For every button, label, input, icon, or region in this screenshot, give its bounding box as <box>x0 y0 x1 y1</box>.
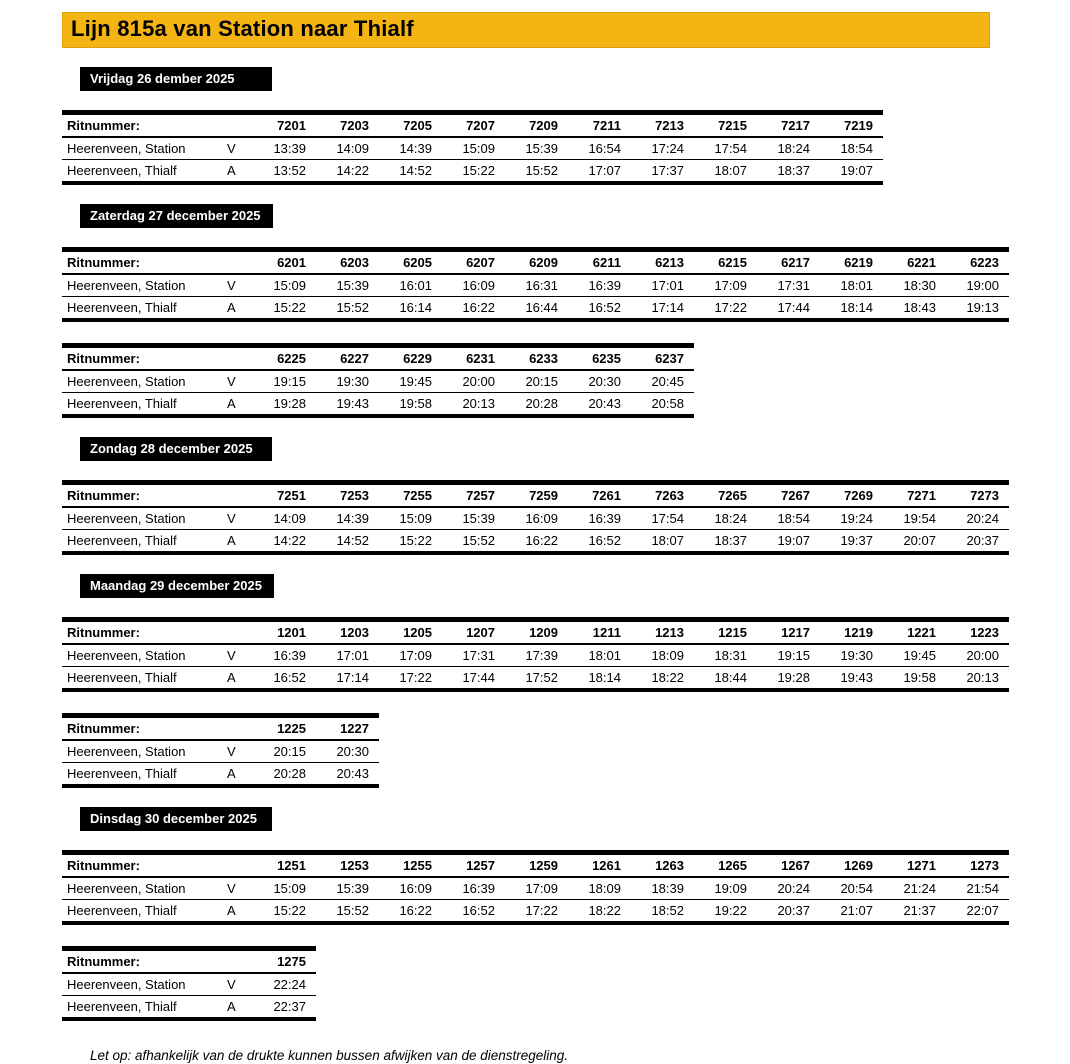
va-header-cell <box>227 113 253 138</box>
ritnummer-header-label: Ritnummer: <box>62 949 227 974</box>
arrival-time-cell: 19:22 <box>714 902 747 918</box>
thialf-label: Heerenveen, Thialf <box>67 902 177 918</box>
date-badge: Zaterdag 27 december 2025 <box>80 204 273 228</box>
ritnummer-cell: 6231 <box>442 346 505 371</box>
arrival-time-cell: 16:14 <box>399 299 432 315</box>
ritnummer-cell: 6227 <box>316 346 379 371</box>
thialf-label: Heerenveen, Thialf <box>67 162 177 178</box>
ritnummer-cell: 7263 <box>631 483 694 508</box>
arrival-time-cell: 17:37 <box>651 162 684 178</box>
arrival-time-cell: 18:52 <box>651 902 684 918</box>
thialf-label: Heerenveen, Thialf <box>67 395 177 411</box>
va-header-cell <box>227 250 253 275</box>
ritnummer-cell: 1225 <box>253 716 316 741</box>
departure-time-cell: 19:15 <box>253 370 316 393</box>
arrival-time-cell: 17:14 <box>336 669 369 685</box>
departure-time-cell: 16:01 <box>379 274 442 297</box>
departure-time-cell: 18:30 <box>883 274 946 297</box>
arrival-time-cell: 18:07 <box>651 532 684 548</box>
timetable <box>62 946 316 1021</box>
departure-time-cell: 15:09 <box>379 507 442 530</box>
ritnummer-header-row <box>62 716 379 741</box>
departure-time-cell: 20:30 <box>568 370 631 393</box>
station-label: Heerenveen, Station <box>62 507 227 530</box>
departure-time-cell: 14:39 <box>316 507 379 530</box>
ritnummer-cell: 7267 <box>757 483 820 508</box>
ritnummer-header-row <box>62 620 1009 645</box>
thialf-row <box>62 667 1009 691</box>
arrival-marker: A <box>227 765 236 781</box>
timetable <box>62 713 379 788</box>
timetable <box>62 480 1009 555</box>
arrival-time-cell: 20:58 <box>651 395 684 411</box>
thialf-label: Heerenveen, Thialf <box>67 765 177 781</box>
station-label: Heerenveen, Station <box>62 973 227 996</box>
timetable <box>62 343 694 418</box>
va-header-cell <box>227 716 253 741</box>
arrival-time-cell: 19:28 <box>777 669 810 685</box>
ritnummer-cell: 7265 <box>694 483 757 508</box>
arrival-time-cell: 21:37 <box>903 902 936 918</box>
arrival-time-cell: 18:14 <box>588 669 621 685</box>
departure-time-cell: 18:24 <box>757 137 820 160</box>
ritnummer-cell: 6235 <box>568 346 631 371</box>
thialf-row <box>62 297 1009 321</box>
ritnummer-cell: 7211 <box>568 113 631 138</box>
thialf-row <box>62 763 379 787</box>
ritnummer-cell: 1221 <box>883 620 946 645</box>
departure-time-cell: 21:54 <box>946 877 1009 900</box>
ritnummer-cell: 1203 <box>316 620 379 645</box>
date-badge: Maandag 29 december 2025 <box>80 574 274 598</box>
station-row <box>62 274 1009 297</box>
departure-time-cell: 18:01 <box>568 644 631 667</box>
ritnummer-cell: 6207 <box>442 250 505 275</box>
departure-time-cell: 18:01 <box>820 274 883 297</box>
arrival-time-cell: 16:52 <box>588 532 621 548</box>
ritnummer-header-label: Ritnummer: <box>62 483 227 508</box>
departure-time-cell: 17:54 <box>694 137 757 160</box>
ritnummer-cell: 7213 <box>631 113 694 138</box>
arrival-time-cell: 16:44 <box>525 299 558 315</box>
ritnummer-cell: 7259 <box>505 483 568 508</box>
thialf-label: Heerenveen, Thialf <box>67 532 177 548</box>
arrival-time-cell: 17:07 <box>588 162 621 178</box>
ritnummer-cell: 7215 <box>694 113 757 138</box>
arrival-marker: A <box>227 299 236 315</box>
departure-time-cell: 17:31 <box>442 644 505 667</box>
arrival-time-cell: 17:14 <box>651 299 684 315</box>
departure-time-cell: 19:45 <box>379 370 442 393</box>
ritnummer-header-row <box>62 853 1009 878</box>
arrival-time-cell: 15:52 <box>336 902 369 918</box>
departure-time-cell: 20:45 <box>631 370 694 393</box>
station-row <box>62 973 316 996</box>
ritnummer-cell: 1257 <box>442 853 505 878</box>
arrival-time-cell: 17:22 <box>714 299 747 315</box>
arrival-time-cell: 18:22 <box>588 902 621 918</box>
departure-time-cell: 17:09 <box>379 644 442 667</box>
ritnummer-header-row <box>62 483 1009 508</box>
departure-time-cell: 18:39 <box>631 877 694 900</box>
ritnummer-cell: 6223 <box>946 250 1009 275</box>
departure-time-cell: 14:09 <box>316 137 379 160</box>
departure-time-cell: 20:00 <box>442 370 505 393</box>
departure-time-cell: 17:09 <box>505 877 568 900</box>
departure-time-cell: 20:15 <box>505 370 568 393</box>
departure-marker: V <box>227 274 253 297</box>
arrival-time-cell: 19:58 <box>399 395 432 411</box>
arrival-time-cell: 15:22 <box>273 299 306 315</box>
departure-time-cell: 17:24 <box>631 137 694 160</box>
departure-marker: V <box>227 740 253 763</box>
arrival-time-cell: 16:22 <box>462 299 495 315</box>
ritnummer-header-row <box>62 949 316 974</box>
ritnummer-cell: 6221 <box>883 250 946 275</box>
ritnummer-cell: 6205 <box>379 250 442 275</box>
departure-time-cell: 17:09 <box>694 274 757 297</box>
timetable-section <box>62 185 1070 418</box>
arrival-time-cell: 19:13 <box>966 299 999 315</box>
arrival-time-cell: 18:14 <box>840 299 873 315</box>
ritnummer-cell: 7219 <box>820 113 883 138</box>
arrival-marker: A <box>227 669 236 685</box>
ritnummer-cell: 6201 <box>253 250 316 275</box>
ritnummer-cell: 1219 <box>820 620 883 645</box>
ritnummer-cell: 6225 <box>253 346 316 371</box>
arrival-time-cell: 16:52 <box>273 669 306 685</box>
ritnummer-cell: 6213 <box>631 250 694 275</box>
departure-time-cell: 18:09 <box>631 644 694 667</box>
ritnummer-cell: 6217 <box>757 250 820 275</box>
ritnummer-header-row <box>62 346 694 371</box>
departure-time-cell: 16:09 <box>505 507 568 530</box>
ritnummer-cell: 7217 <box>757 113 820 138</box>
ritnummer-cell: 7251 <box>253 483 316 508</box>
ritnummer-cell: 1213 <box>631 620 694 645</box>
departure-time-cell: 18:54 <box>820 137 883 160</box>
timetable <box>62 617 1009 692</box>
departure-time-cell: 16:39 <box>568 507 631 530</box>
station-row <box>62 370 694 393</box>
page-title: Lijn 815a van Station naar Thialf <box>71 16 414 41</box>
arrival-time-cell: 15:22 <box>462 162 495 178</box>
departure-time-cell: 18:09 <box>568 877 631 900</box>
station-label: Heerenveen, Station <box>62 644 227 667</box>
arrival-time-cell: 20:28 <box>273 765 306 781</box>
ritnummer-cell: 1217 <box>757 620 820 645</box>
ritnummer-cell: 1223 <box>946 620 1009 645</box>
arrival-time-cell: 21:07 <box>840 902 873 918</box>
arrival-time-cell: 16:52 <box>588 299 621 315</box>
timetable-section <box>62 555 1070 788</box>
arrival-time-cell: 20:13 <box>966 669 999 685</box>
departure-time-cell: 20:00 <box>946 644 1009 667</box>
departure-time-cell: 15:39 <box>442 507 505 530</box>
arrival-time-cell: 14:22 <box>336 162 369 178</box>
departure-time-cell: 16:39 <box>568 274 631 297</box>
thialf-label: Heerenveen, Thialf <box>67 998 177 1014</box>
ritnummer-cell: 1271 <box>883 853 946 878</box>
departure-time-cell: 19:15 <box>757 644 820 667</box>
departure-time-cell: 16:54 <box>568 137 631 160</box>
ritnummer-header-label: Ritnummer: <box>62 853 227 878</box>
date-badge: Zondag 28 december 2025 <box>80 437 272 461</box>
ritnummer-cell: 1255 <box>379 853 442 878</box>
ritnummer-cell: 1215 <box>694 620 757 645</box>
ritnummer-cell: 7255 <box>379 483 442 508</box>
station-label: Heerenveen, Station <box>62 877 227 900</box>
departure-time-cell: 16:39 <box>253 644 316 667</box>
va-header-cell <box>227 483 253 508</box>
arrival-time-cell: 20:43 <box>588 395 621 411</box>
departure-marker: V <box>227 877 253 900</box>
arrival-time-cell: 20:13 <box>462 395 495 411</box>
date-badge: Vrijdag 26 dember 2025 <box>80 67 272 91</box>
departure-time-cell: 19:54 <box>883 507 946 530</box>
arrival-marker: A <box>227 902 236 918</box>
page-title-bar <box>62 12 990 48</box>
ritnummer-cell: 6215 <box>694 250 757 275</box>
departure-time-cell: 15:09 <box>253 274 316 297</box>
departure-time-cell: 17:31 <box>757 274 820 297</box>
arrival-time-cell: 15:52 <box>462 532 495 548</box>
ritnummer-cell: 7271 <box>883 483 946 508</box>
departure-time-cell: 15:09 <box>253 877 316 900</box>
va-header-cell <box>227 346 253 371</box>
departure-marker: V <box>227 507 253 530</box>
ritnummer-cell: 7201 <box>253 113 316 138</box>
departure-time-cell: 18:24 <box>694 507 757 530</box>
departure-time-cell: 14:09 <box>253 507 316 530</box>
departure-time-cell: 20:24 <box>757 877 820 900</box>
arrival-marker: A <box>227 532 236 548</box>
arrival-time-cell: 18:44 <box>714 669 747 685</box>
arrival-time-cell: 14:52 <box>399 162 432 178</box>
footer-note: Let op: afhankelijk van de drukte kunnen bussen afwijken van de dienstregeling. <box>90 1048 569 1063</box>
va-header-cell <box>227 620 253 645</box>
departure-time-cell: 16:31 <box>505 274 568 297</box>
ritnummer-cell: 1273 <box>946 853 1009 878</box>
arrival-time-cell: 14:52 <box>336 532 369 548</box>
ritnummer-cell: 1209 <box>505 620 568 645</box>
departure-time-cell: 19:45 <box>883 644 946 667</box>
ritnummer-cell: 1251 <box>253 853 316 878</box>
arrival-time-cell: 20:28 <box>525 395 558 411</box>
station-row <box>62 507 1009 530</box>
thialf-row <box>62 996 316 1020</box>
arrival-time-cell: 15:52 <box>336 299 369 315</box>
departure-time-cell: 18:54 <box>757 507 820 530</box>
arrival-time-cell: 19:28 <box>273 395 306 411</box>
timetable-sections <box>62 48 1070 1021</box>
station-row <box>62 877 1009 900</box>
ritnummer-cell: 1207 <box>442 620 505 645</box>
departure-marker: V <box>227 644 253 667</box>
ritnummer-cell: 7209 <box>505 113 568 138</box>
ritnummer-header-label: Ritnummer: <box>62 716 227 741</box>
ritnummer-cell: 6233 <box>505 346 568 371</box>
thialf-row <box>62 900 1009 924</box>
departure-time-cell: 19:30 <box>316 370 379 393</box>
thialf-row <box>62 160 883 184</box>
ritnummer-cell: 1253 <box>316 853 379 878</box>
arrival-time-cell: 15:52 <box>525 162 558 178</box>
arrival-time-cell: 20:07 <box>903 532 936 548</box>
arrival-time-cell: 16:22 <box>399 902 432 918</box>
station-label: Heerenveen, Station <box>62 740 227 763</box>
ritnummer-cell: 6229 <box>379 346 442 371</box>
arrival-time-cell: 16:52 <box>462 902 495 918</box>
station-row <box>62 644 1009 667</box>
station-label: Heerenveen, Station <box>62 370 227 393</box>
departure-time-cell: 14:39 <box>379 137 442 160</box>
va-header-cell <box>227 853 253 878</box>
timetable <box>62 850 1009 925</box>
thialf-row <box>62 393 694 417</box>
ritnummer-cell: 1263 <box>631 853 694 878</box>
arrival-time-cell: 15:22 <box>399 532 432 548</box>
arrival-time-cell: 17:44 <box>777 299 810 315</box>
station-row <box>62 137 883 160</box>
arrival-time-cell: 22:07 <box>966 902 999 918</box>
departure-time-cell: 18:31 <box>694 644 757 667</box>
arrival-time-cell: 16:22 <box>525 532 558 548</box>
departure-time-cell: 19:00 <box>946 274 1009 297</box>
ritnummer-header-label: Ritnummer: <box>62 620 227 645</box>
station-row <box>62 740 379 763</box>
departure-time-cell: 16:39 <box>442 877 505 900</box>
departure-time-cell: 17:01 <box>316 644 379 667</box>
ritnummer-cell: 7253 <box>316 483 379 508</box>
ritnummer-cell: 6209 <box>505 250 568 275</box>
departure-marker: V <box>227 370 253 393</box>
departure-time-cell: 20:54 <box>820 877 883 900</box>
ritnummer-cell: 1267 <box>757 853 820 878</box>
ritnummer-cell: 7273 <box>946 483 1009 508</box>
arrival-time-cell: 14:22 <box>273 532 306 548</box>
ritnummer-cell: 6203 <box>316 250 379 275</box>
departure-time-cell: 20:15 <box>253 740 316 763</box>
ritnummer-cell: 6211 <box>568 250 631 275</box>
arrival-time-cell: 18:37 <box>777 162 810 178</box>
ritnummer-header-row <box>62 250 1009 275</box>
departure-time-cell: 15:39 <box>316 877 379 900</box>
departure-time-cell: 17:01 <box>631 274 694 297</box>
ritnummer-cell: 6219 <box>820 250 883 275</box>
arrival-time-cell: 20:43 <box>336 765 369 781</box>
arrival-time-cell: 20:37 <box>966 532 999 548</box>
ritnummer-header-label: Ritnummer: <box>62 113 227 138</box>
va-header-cell <box>227 949 253 974</box>
ritnummer-cell: 1275 <box>253 949 316 974</box>
ritnummer-cell: 7257 <box>442 483 505 508</box>
departure-time-cell: 20:30 <box>316 740 379 763</box>
arrival-time-cell: 20:37 <box>777 902 810 918</box>
ritnummer-cell: 7203 <box>316 113 379 138</box>
ritnummer-cell: 1261 <box>568 853 631 878</box>
arrival-time-cell: 22:37 <box>273 998 306 1014</box>
arrival-time-cell: 19:58 <box>903 669 936 685</box>
departure-time-cell: 15:39 <box>505 137 568 160</box>
departure-time-cell: 19:09 <box>694 877 757 900</box>
timetable-section <box>62 48 1070 185</box>
arrival-time-cell: 18:37 <box>714 532 747 548</box>
station-label: Heerenveen, Station <box>62 137 227 160</box>
departure-marker: V <box>227 137 253 160</box>
arrival-marker: A <box>227 998 236 1014</box>
arrival-time-cell: 18:22 <box>651 669 684 685</box>
arrival-time-cell: 19:43 <box>840 669 873 685</box>
ritnummer-cell: 1265 <box>694 853 757 878</box>
ritnummer-header-label: Ritnummer: <box>62 346 227 371</box>
ritnummer-cell: 1227 <box>316 716 379 741</box>
arrival-time-cell: 19:07 <box>840 162 873 178</box>
departure-time-cell: 20:24 <box>946 507 1009 530</box>
ritnummer-cell: 7261 <box>568 483 631 508</box>
departure-time-cell: 21:24 <box>883 877 946 900</box>
ritnummer-cell: 7207 <box>442 113 505 138</box>
arrival-time-cell: 17:22 <box>399 669 432 685</box>
ritnummer-cell: 7205 <box>379 113 442 138</box>
arrival-time-cell: 17:22 <box>525 902 558 918</box>
thialf-row <box>62 530 1009 554</box>
ritnummer-cell: 1205 <box>379 620 442 645</box>
arrival-time-cell: 17:52 <box>525 669 558 685</box>
date-badge: Dinsdag 30 december 2025 <box>80 807 272 831</box>
ritnummer-cell: 1201 <box>253 620 316 645</box>
arrival-time-cell: 13:52 <box>273 162 306 178</box>
ritnummer-cell: 1211 <box>568 620 631 645</box>
ritnummer-header-label: Ritnummer: <box>62 250 227 275</box>
arrival-time-cell: 19:07 <box>777 532 810 548</box>
timetable <box>62 110 883 185</box>
departure-time-cell: 16:09 <box>442 274 505 297</box>
arrival-time-cell: 19:43 <box>336 395 369 411</box>
ritnummer-cell: 1269 <box>820 853 883 878</box>
arrival-marker: A <box>227 395 236 411</box>
arrival-marker: A <box>227 162 236 178</box>
arrival-time-cell: 17:44 <box>462 669 495 685</box>
ritnummer-cell: 6237 <box>631 346 694 371</box>
departure-time-cell: 17:54 <box>631 507 694 530</box>
ritnummer-header-row <box>62 113 883 138</box>
timetable <box>62 247 1009 322</box>
thialf-label: Heerenveen, Thialf <box>67 299 177 315</box>
departure-time-cell: 22:24 <box>253 973 316 996</box>
departure-time-cell: 19:30 <box>820 644 883 667</box>
timetable-section <box>62 418 1070 555</box>
departure-time-cell: 13:39 <box>253 137 316 160</box>
departure-time-cell: 17:39 <box>505 644 568 667</box>
departure-time-cell: 15:09 <box>442 137 505 160</box>
departure-time-cell: 15:39 <box>316 274 379 297</box>
station-label: Heerenveen, Station <box>62 274 227 297</box>
ritnummer-cell: 7269 <box>820 483 883 508</box>
ritnummer-cell: 1259 <box>505 853 568 878</box>
arrival-time-cell: 18:43 <box>903 299 936 315</box>
departure-time-cell: 16:09 <box>379 877 442 900</box>
arrival-time-cell: 18:07 <box>714 162 747 178</box>
thialf-label: Heerenveen, Thialf <box>67 669 177 685</box>
departure-marker: V <box>227 973 253 996</box>
departure-time-cell: 19:24 <box>820 507 883 530</box>
arrival-time-cell: 15:22 <box>273 902 306 918</box>
arrival-time-cell: 19:37 <box>840 532 873 548</box>
timetable-section <box>62 788 1070 1021</box>
